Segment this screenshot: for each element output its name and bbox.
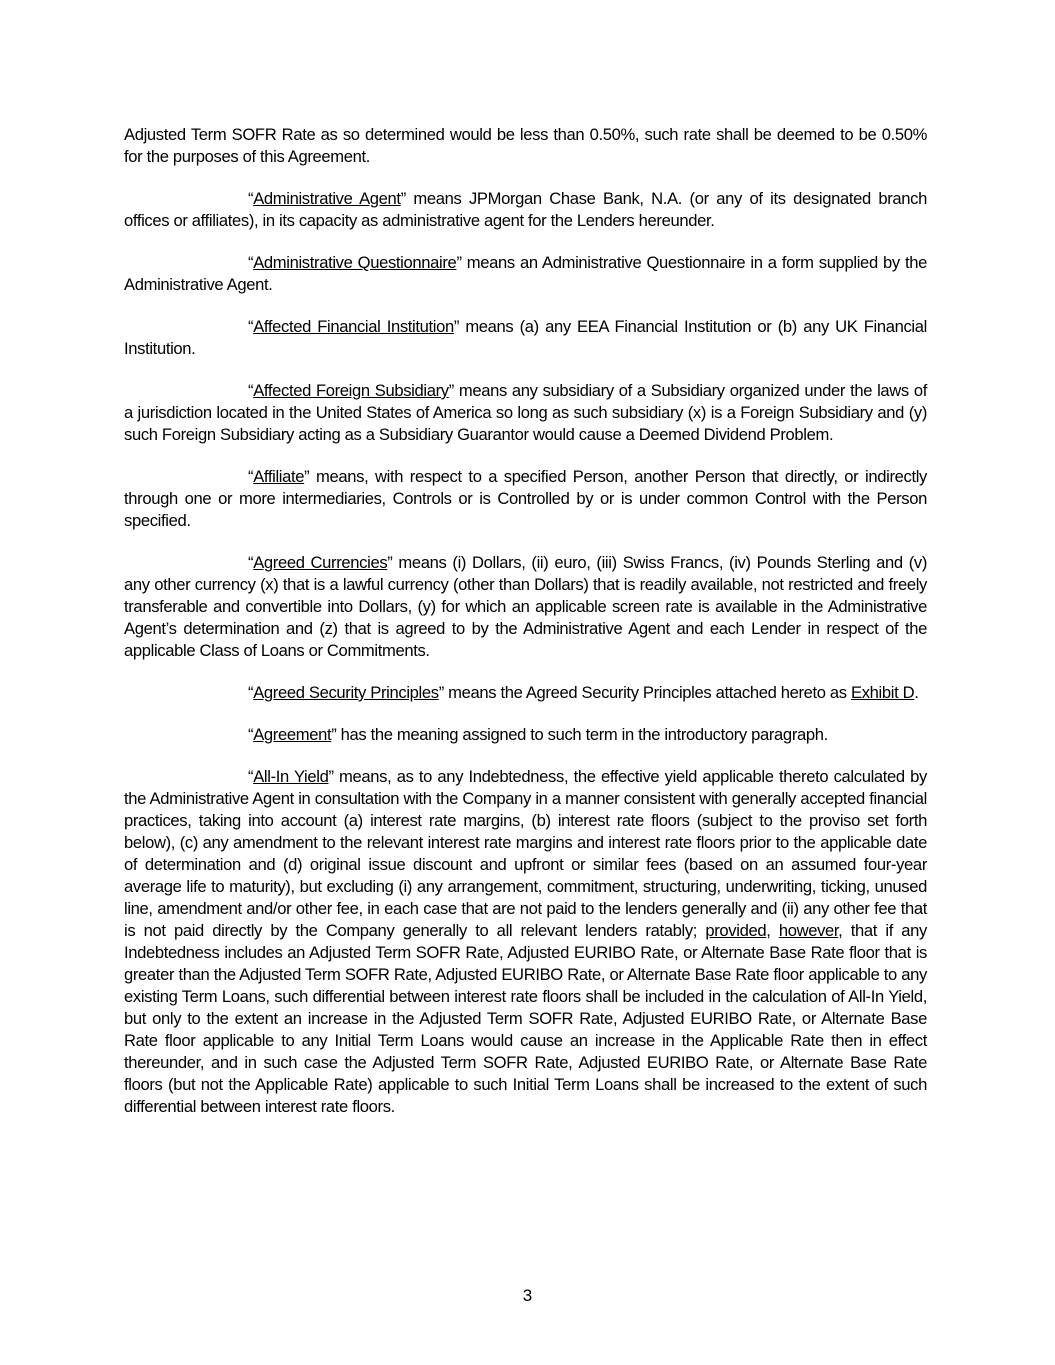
close-quote: ” <box>456 253 462 272</box>
open-quote: “ <box>248 767 254 786</box>
page-number: 3 <box>522 1286 533 1305</box>
defined-term: Agreed Security Principles <box>253 683 439 702</box>
open-quote: “ <box>248 381 254 400</box>
paragraph-continuation: Adjusted Term SOFR Rate as so determined would be less than 0.50%, such rate shall be deemed to be 0.50% for the purposes of this Agreement. <box>124 125 927 166</box>
close-quote: ” <box>331 725 337 744</box>
close-quote: ” <box>453 317 460 336</box>
open-quote: “ <box>248 467 254 486</box>
open-quote: “ <box>248 683 254 702</box>
definition-agreed-security-principles <box>124 682 927 704</box>
close-quote: ” <box>438 683 444 702</box>
defined-term: All-In Yield <box>253 767 329 786</box>
open-quote: “ <box>248 553 254 572</box>
definition-affected-foreign-subsidiary <box>124 380 927 446</box>
close-quote: ” <box>328 767 334 786</box>
exhibit-reference: Exhibit D <box>851 683 915 702</box>
proviso-term: provided <box>705 921 767 940</box>
definition-text: means, as to any Indebtedness, the effective yield applicable thereto calculated by the Administrative Agent in consultation with the Company in a manner consistent with generally accepted financial practices, taking into account (a) interest rate margins, (b) interest rate floors (subject to the proviso set forth below), (c) any amendment to the relevant interest rate margins and interest rate floors prior to the applicable date of determination and (d) original issue discount and upfront or similar fees (based on an assumed four-year average life to maturity), but excluding (i) any arrangement, commitment, structuring, underwriting, ticking, unused line, amendment and/or other fee, in each case that are not paid to the lenders generally and (ii) any other fee that is not paid directly by the Company generally to all relevant lenders ratably; <box>124 767 927 940</box>
document-body <box>124 124 927 1138</box>
definition-text: means the Agreed Security Principles attached hereto as <box>443 683 852 702</box>
definition-administrative-questionnaire <box>124 252 927 296</box>
defined-term: Administrative Agent <box>253 189 401 208</box>
definition-text: means, with respect to a specified Person, another Person that directly, or indirectly through one or more intermediaries, Controls or is Controlled by or is under common Control with the Person specified. <box>124 467 927 530</box>
definition-text: means JPMorgan Chase Bank, N.A. (or any of its designated branch offices or affiliates), in its capacity as administrative agent for the Lenders hereunder. <box>124 189 928 230</box>
proviso-term: however <box>778 921 839 940</box>
close-quote: ” <box>400 189 406 208</box>
open-quote: “ <box>248 189 254 208</box>
definition-text: means (i) Dollars, (ii) euro, (iii) Swiss Francs, (iv) Pounds Sterling and (v) any other currency (x) that is a lawful currency (other than Dollars) that is readily available, not restricted and freely transferable and convertible into Dollars, (y) for which an applicable screen rate is available in the Administrative Agent’s determination and (z) that is agreed to by the Administrative Agent and each Lender in respect of the applicable Class of Loans or Commitments. <box>124 553 928 660</box>
definition-affected-financial-institution <box>124 316 927 360</box>
defined-term: Agreed Currencies <box>253 553 388 572</box>
definition-tail: , that if any Indebtedness includes an Adjusted Term SOFR Rate, Adjusted EURIBO Rate, or Alternate Base Rate floor that is greater than the Adjusted Term SOFR Rate, Adjusted EURIBO Rate, or Alternate Base Rate floor applicable to any existing Term Loans, such differential between interest rate floors shall be included in the calculation of All-In Yield, but only to the extent an increase in the Adjusted Term SOFR Rate, Adjusted EURIBO Rate, or Alternate Base Rate floor applicable to any Initial Term Loans would cause an increase in the Applicable Rate then in effect thereunder, and in such case the Adjusted Term SOFR Rate, Adjusted EURIBO Rate, or Alternate Base Rate floors (but not the Applicable Rate) applicable to such Initial Term Loans shall be increased to the extent of such differential between interest rate floors. <box>124 921 927 1116</box>
definition-text: has the meaning assigned to such term in the introductory paragraph. <box>336 725 828 744</box>
open-quote: “ <box>248 317 254 336</box>
defined-term: Affected Foreign Subsidiary <box>253 381 449 400</box>
proviso-separator: , <box>766 921 779 940</box>
definition-text: means any subsidiary of a Subsidiary organized under the laws of a jurisdiction located in the United States of America so long as such subsidiary (x) is a Foreign Subsidiary and (y) such Foreign Subsidiary acting as a Subsidiary Guarantor would cause a Deemed Dividend Problem. <box>124 381 927 444</box>
definition-tail: . <box>914 683 919 702</box>
definition-agreement <box>124 724 927 746</box>
defined-term: Affected Financial Institution <box>253 317 454 336</box>
defined-term: Affiliate <box>253 467 305 486</box>
open-quote: “ <box>248 725 254 744</box>
defined-term: Administrative Questionnaire <box>253 253 457 272</box>
defined-term: Agreement <box>253 725 332 744</box>
definition-text: means an Administrative Questionnaire in a form supplied by the Administrative Agent. <box>124 253 927 294</box>
open-quote: “ <box>248 253 254 272</box>
definition-administrative-agent <box>124 188 927 232</box>
definition-affiliate <box>124 466 927 532</box>
close-quote: ” <box>387 553 393 572</box>
definition-text: means (a) any EEA Financial Institution or (b) any UK Financial Institution. <box>124 317 927 358</box>
close-quote: ” <box>448 381 454 400</box>
definition-agreed-currencies <box>124 552 927 662</box>
close-quote: ” <box>304 467 310 486</box>
definition-all-in-yield <box>124 766 927 1118</box>
